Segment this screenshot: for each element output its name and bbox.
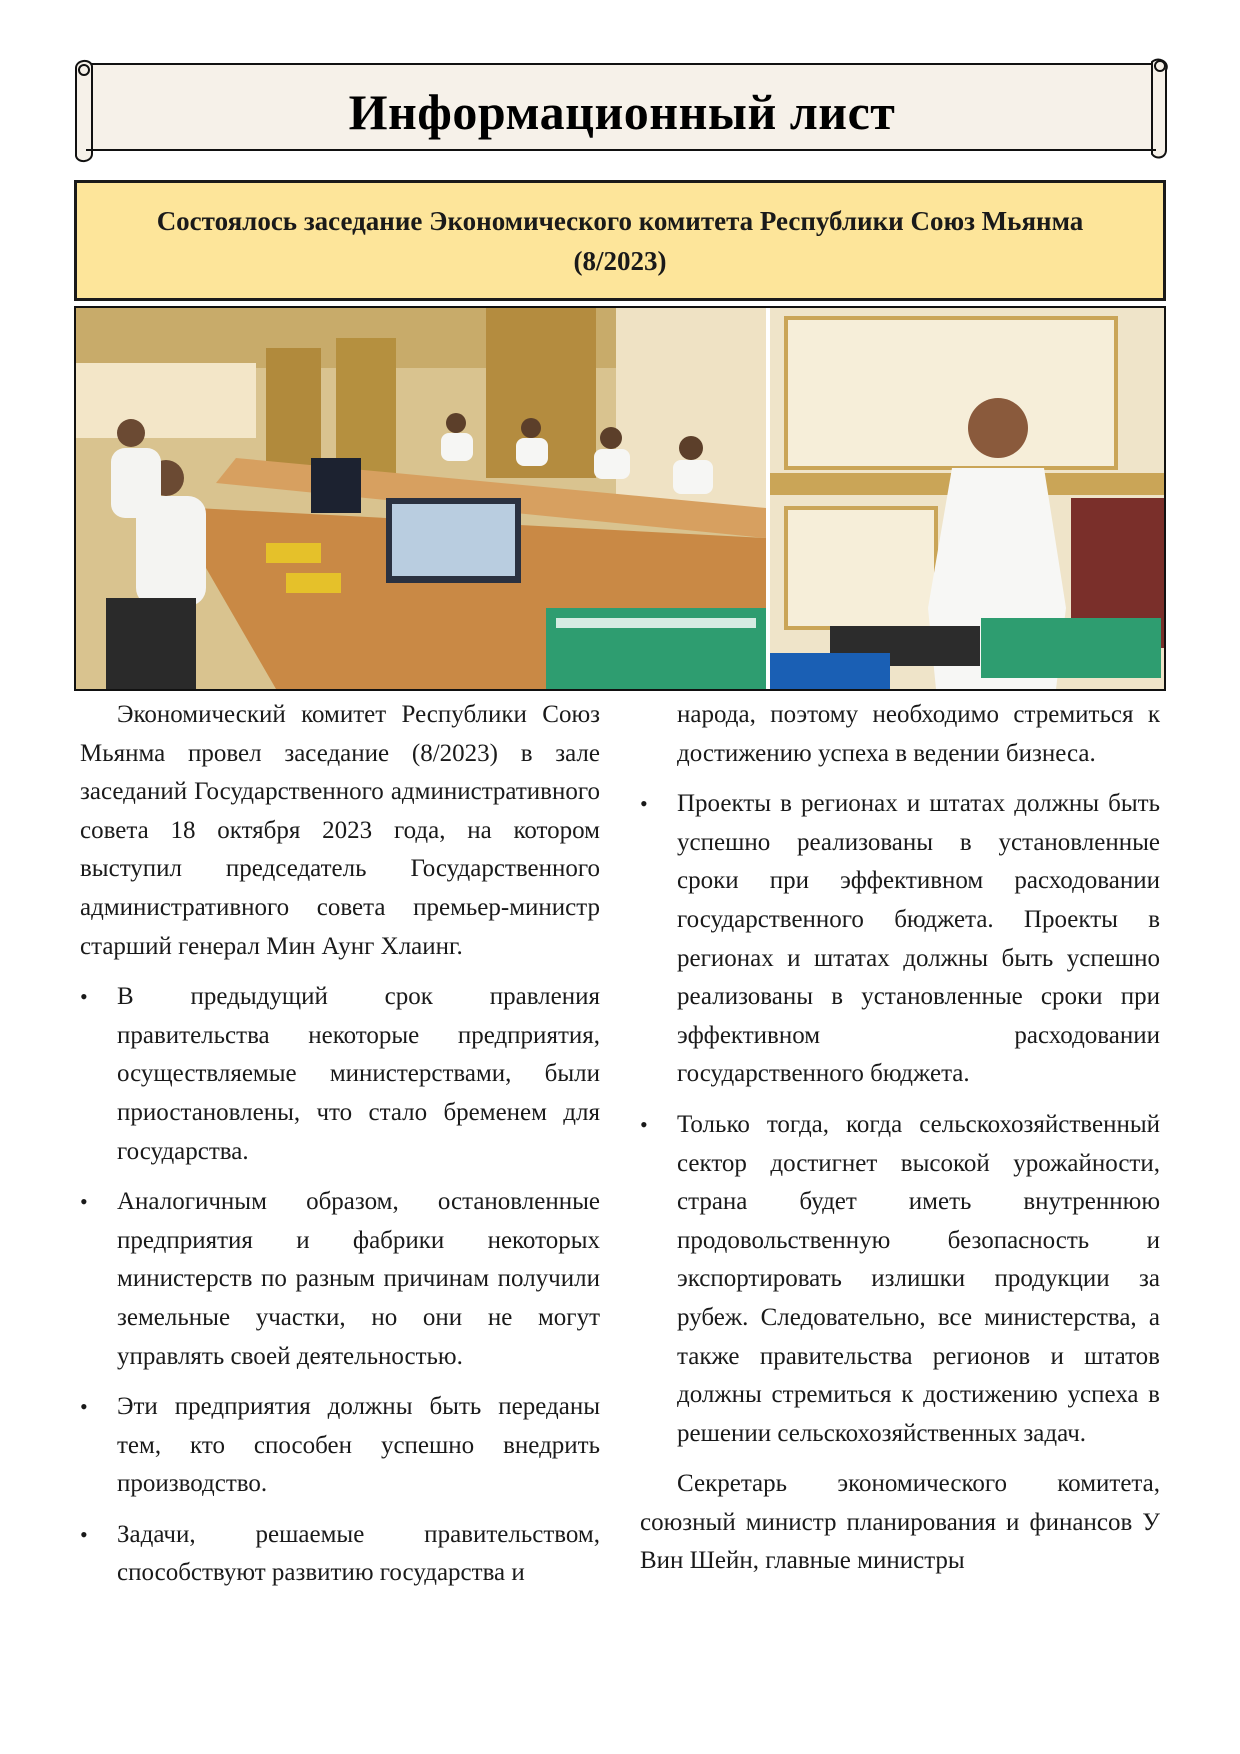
list-item: • Эти предприятия должны быть переданы тем, кто способен успешно внедрить производство. <box>80 1388 600 1504</box>
photo-strip <box>74 306 1166 691</box>
intro-paragraph: Экономический комитет Республики Союз Мьянма провел заседание (8/2023) в зале заседаний Государственного административного совета 18 октября 2023 года, на котором выступил председатель Государственного административного совета премьер-министр старший генерал Мин Аунг Хлаинг. <box>80 701 600 960</box>
continuation-text: народа, поэтому необходимо стремиться к достижению успеха в ведении бизнеса. <box>677 701 1160 767</box>
closing-paragraph: Секретарь экономического комитета, союзный министр планирования и финансов У Вин Шейн, главные министры <box>640 1470 1160 1575</box>
list-item: • Только тогда, когда сельскохозяйственный сектор достигнет высокой урожайности, страна будет иметь внутреннюю продовольственную безопасность и экспортировать излишки продукции за рубеж. Следовательно, все министерства, а также правительства регионов и штатов должны стремиться к достижению успеха в решении сельскохозяйственных задач. <box>640 1106 1160 1453</box>
article-column-right <box>640 696 1160 1593</box>
list-item: • Аналогичным образом, остановленные предприятия и фабрики некоторых министерств по разным причинам получили земельные участки, но они не могут управлять своей деятельностью. <box>80 1183 600 1376</box>
bullet-icon: • <box>80 1189 88 1215</box>
headline-line1: Состоялось заседание Экономического комитета Республики Союз Мьянма <box>156 205 1084 236</box>
page-title: Информационный лист <box>348 84 896 140</box>
list-item: • Проекты в регионах и штатах должны быть успешно реализованы в установленные сроки при эффективном расходовании государственного бюджета. Проекты в регионах и штатах должны быть успешно реализованы в установленные сроки при эффективном расходовании государственного бюджета. <box>640 785 1160 1094</box>
list-item: • В предыдущий срок правления правительства некоторые предприятия, осуществляемые министерствами, были приостановлены, что стало бременем для государства. <box>80 978 600 1171</box>
bullet-icon: • <box>80 1521 88 1547</box>
meeting-room-photo <box>76 308 766 689</box>
speaker-photo <box>770 308 1164 689</box>
headline-box <box>74 180 1166 301</box>
bullet-icon: • <box>640 791 648 817</box>
title-banner <box>72 58 1172 166</box>
headline-line2: (8/2023) <box>573 245 667 276</box>
bullet-icon: • <box>640 1111 648 1137</box>
bullet-list-right <box>640 785 1160 1453</box>
bullet-list-left <box>80 978 600 1593</box>
article-column-left <box>80 696 600 1605</box>
list-item: • Задачи, решаемые правительством, способствуют развитию государства и <box>80 1516 600 1593</box>
bullet-icon: • <box>80 984 88 1010</box>
bullet-icon: • <box>80 1394 88 1420</box>
